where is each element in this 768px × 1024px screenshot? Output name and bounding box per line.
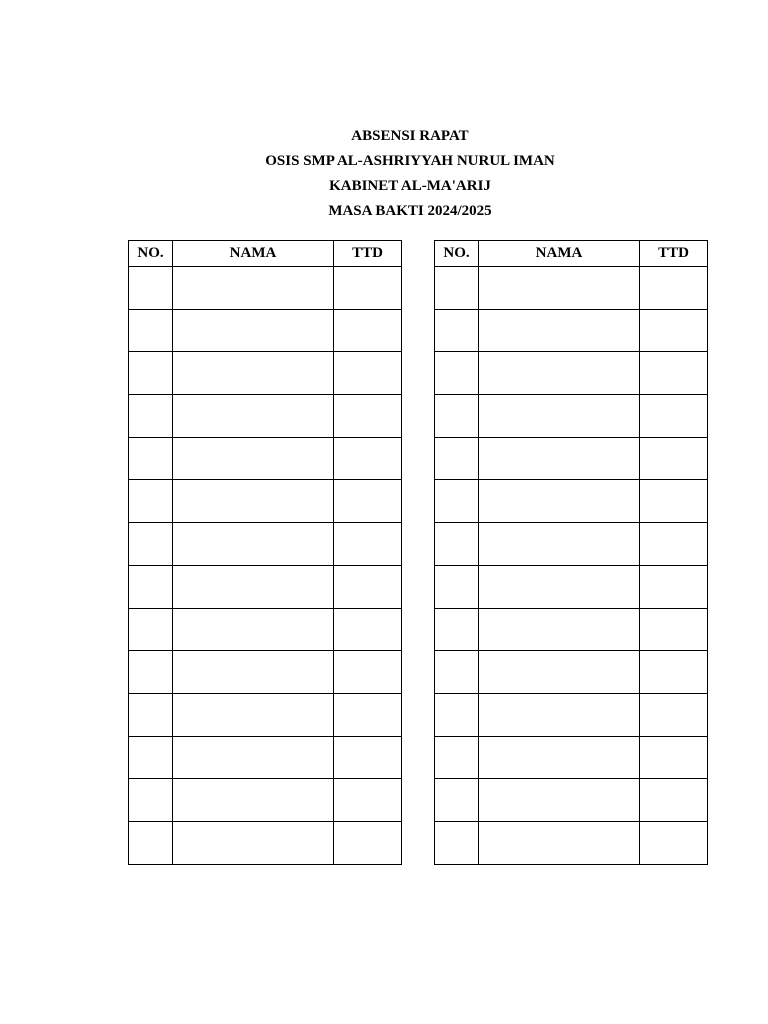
cell-nama — [479, 437, 640, 480]
cell-no — [129, 565, 173, 608]
header-title: ABSENSI RAPAT — [351, 128, 469, 144]
cell-no — [129, 651, 173, 694]
cell-no — [435, 651, 479, 694]
cell-no — [435, 565, 479, 608]
cell-nama — [173, 693, 334, 736]
cell-ttd — [640, 437, 708, 480]
table-row — [129, 352, 402, 395]
table-row — [435, 821, 708, 864]
cell-no — [435, 736, 479, 779]
cell-nama — [479, 565, 640, 608]
cell-nama — [173, 821, 334, 864]
cell-nama — [173, 267, 334, 310]
cell-no — [435, 523, 479, 566]
cell-nama — [173, 736, 334, 779]
cell-ttd — [640, 267, 708, 310]
cell-no — [435, 480, 479, 523]
header-organization: OSIS SMP AL-ASHRIYYAH NURUL IMAN — [265, 153, 555, 169]
cell-nama — [173, 523, 334, 566]
cell-no — [129, 352, 173, 395]
table-row — [129, 267, 402, 310]
table-row — [129, 693, 402, 736]
header-term: MASA BAKTI 2024/2025 — [328, 203, 492, 219]
attendance-table-right — [434, 240, 708, 865]
cell-nama — [173, 480, 334, 523]
table-row — [435, 395, 708, 438]
cell-ttd — [640, 480, 708, 523]
cell-ttd — [334, 565, 402, 608]
table-row — [435, 352, 708, 395]
table-row — [129, 821, 402, 864]
cell-ttd — [334, 693, 402, 736]
table-body — [129, 267, 402, 865]
table-row — [129, 437, 402, 480]
cell-no — [129, 395, 173, 438]
cell-nama — [173, 565, 334, 608]
cell-ttd — [640, 651, 708, 694]
cell-no — [129, 736, 173, 779]
cell-nama — [479, 736, 640, 779]
cell-no — [129, 309, 173, 352]
table-row — [435, 651, 708, 694]
document-header — [0, 124, 768, 224]
cell-ttd — [334, 523, 402, 566]
cell-nama — [173, 309, 334, 352]
cell-no — [129, 693, 173, 736]
table-body — [435, 267, 708, 865]
cell-nama — [173, 395, 334, 438]
table-row — [435, 779, 708, 822]
cell-ttd — [334, 309, 402, 352]
table-row — [129, 736, 402, 779]
column-header-ttd: TTD — [640, 241, 708, 267]
cell-ttd — [334, 480, 402, 523]
cell-no — [435, 437, 479, 480]
cell-no — [435, 267, 479, 310]
cell-nama — [173, 651, 334, 694]
cell-ttd — [334, 267, 402, 310]
cell-ttd — [334, 821, 402, 864]
cell-nama — [479, 608, 640, 651]
cell-ttd — [334, 736, 402, 779]
cell-no — [129, 523, 173, 566]
cell-nama — [479, 267, 640, 310]
cell-ttd — [640, 309, 708, 352]
table-row — [435, 480, 708, 523]
cell-ttd — [334, 437, 402, 480]
cell-nama — [479, 352, 640, 395]
cell-ttd — [334, 651, 402, 694]
column-header-no: NO. — [435, 241, 479, 267]
cell-no — [435, 395, 479, 438]
table-row — [129, 651, 402, 694]
cell-ttd — [640, 352, 708, 395]
table-row — [435, 693, 708, 736]
cell-nama — [173, 437, 334, 480]
cell-ttd — [334, 395, 402, 438]
cell-nama — [479, 309, 640, 352]
cell-ttd — [640, 565, 708, 608]
attendance-table-left — [128, 240, 402, 865]
header-cabinet: KABINET AL-MA'ARIJ — [329, 178, 491, 194]
table-row — [435, 608, 708, 651]
table-row — [129, 523, 402, 566]
table-row — [129, 565, 402, 608]
table-header-row — [435, 241, 708, 267]
cell-ttd — [334, 352, 402, 395]
cell-nama — [173, 608, 334, 651]
cell-nama — [173, 352, 334, 395]
cell-no — [435, 352, 479, 395]
cell-ttd — [640, 395, 708, 438]
cell-no — [129, 821, 173, 864]
cell-no — [435, 608, 479, 651]
cell-ttd — [640, 779, 708, 822]
cell-no — [129, 779, 173, 822]
column-header-nama: NAMA — [173, 241, 334, 267]
cell-nama — [479, 395, 640, 438]
cell-ttd — [640, 523, 708, 566]
cell-no — [129, 480, 173, 523]
cell-nama — [479, 779, 640, 822]
table-row — [129, 309, 402, 352]
table-row — [435, 309, 708, 352]
cell-ttd — [334, 779, 402, 822]
table-row — [129, 608, 402, 651]
cell-no — [435, 309, 479, 352]
cell-no — [129, 437, 173, 480]
table-row — [435, 736, 708, 779]
cell-nama — [479, 693, 640, 736]
table-row — [129, 480, 402, 523]
cell-no — [129, 267, 173, 310]
table-row — [435, 437, 708, 480]
cell-nama — [479, 523, 640, 566]
cell-no — [435, 779, 479, 822]
cell-nama — [479, 480, 640, 523]
cell-ttd — [640, 821, 708, 864]
cell-ttd — [640, 736, 708, 779]
table-row — [129, 779, 402, 822]
cell-nama — [479, 821, 640, 864]
cell-nama — [173, 779, 334, 822]
table-row — [435, 565, 708, 608]
cell-ttd — [334, 608, 402, 651]
cell-ttd — [640, 608, 708, 651]
cell-no — [435, 821, 479, 864]
cell-ttd — [640, 693, 708, 736]
table-row — [435, 267, 708, 310]
cell-no — [435, 693, 479, 736]
table-header-row — [129, 241, 402, 267]
cell-no — [129, 608, 173, 651]
column-header-nama: NAMA — [479, 241, 640, 267]
column-header-ttd: TTD — [334, 241, 402, 267]
cell-nama — [479, 651, 640, 694]
column-header-no: NO. — [129, 241, 173, 267]
table-row — [129, 395, 402, 438]
table-row — [435, 523, 708, 566]
